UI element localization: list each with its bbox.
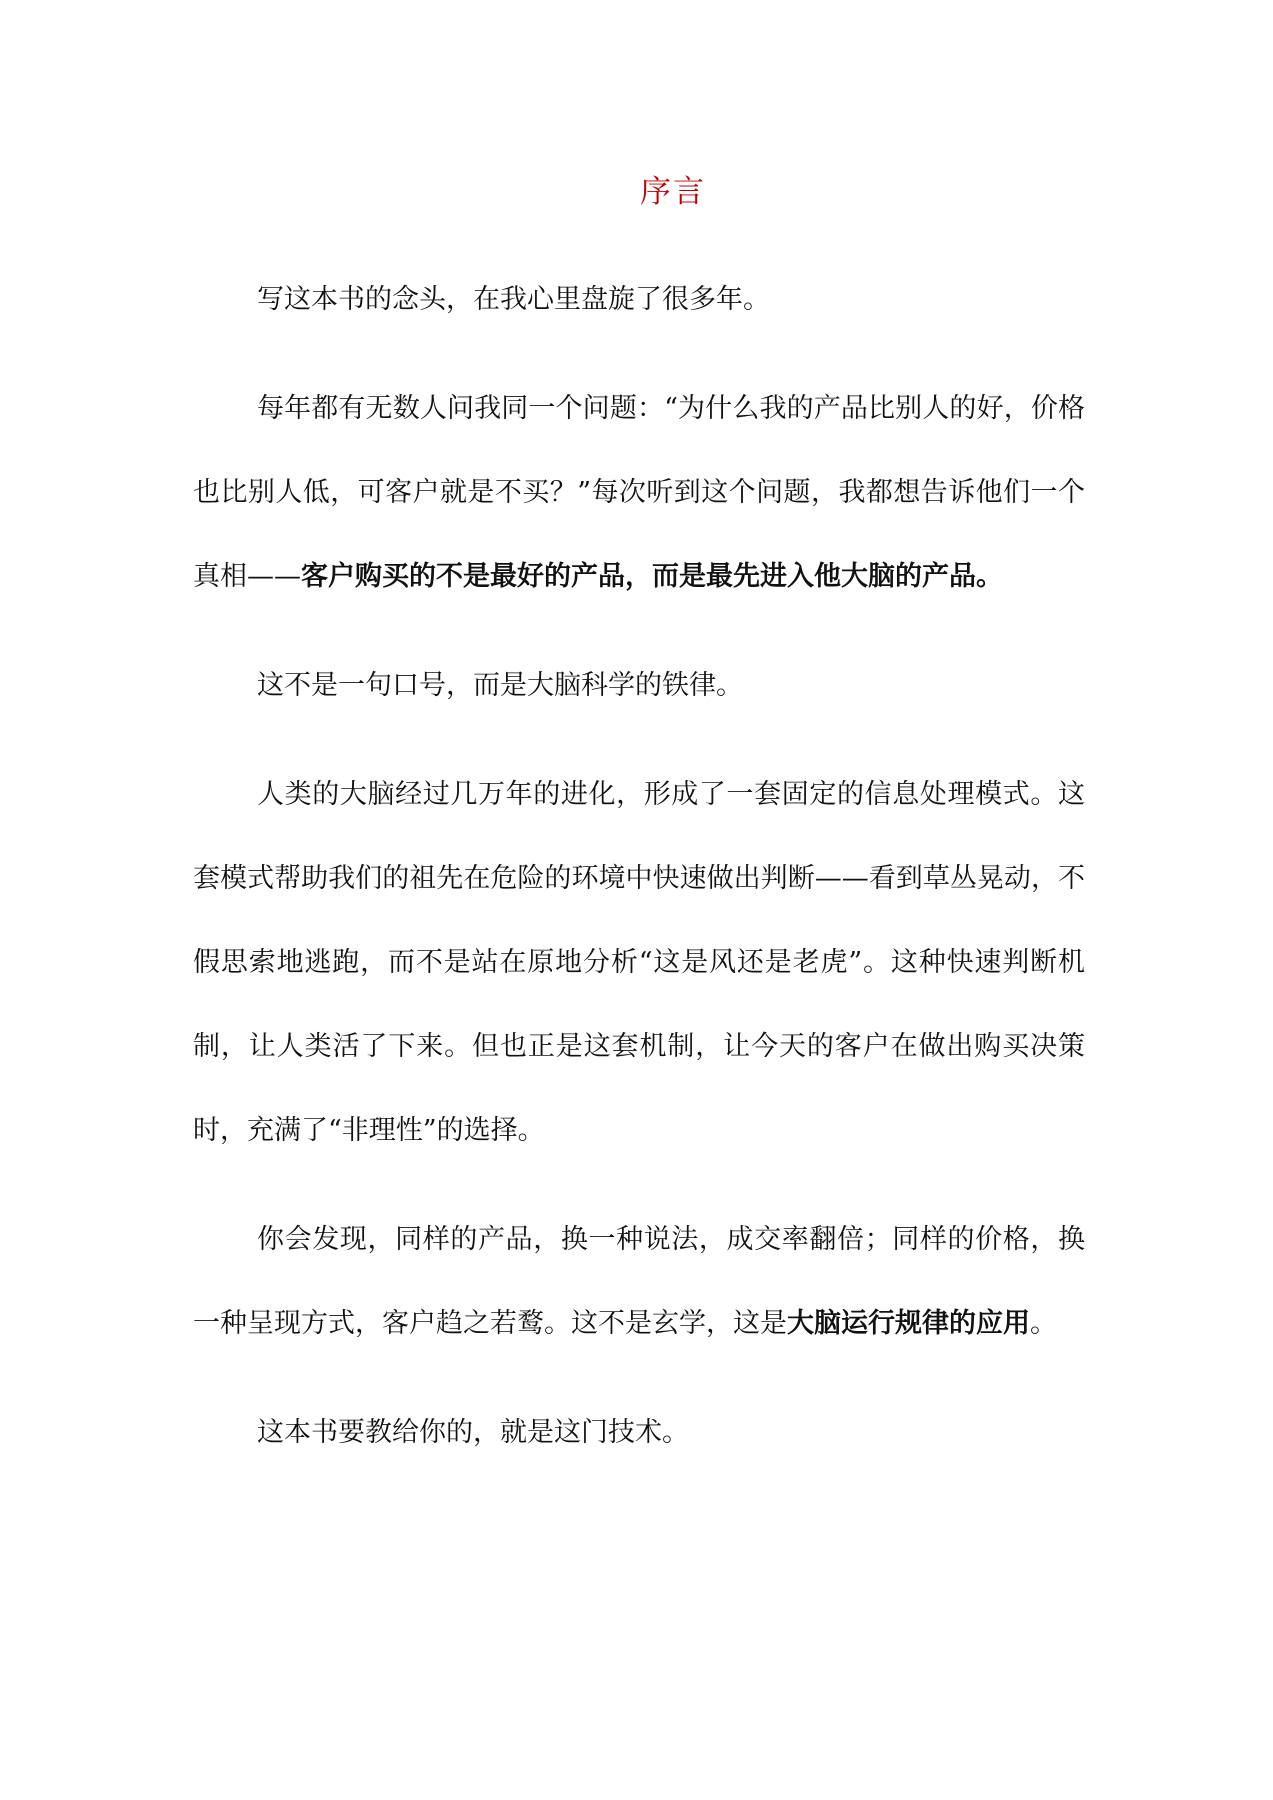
paragraph-text: 每年都有无数人问我同一个问题：“为什么我的产品比别人的好，价格也比别人低，可客户就是不买？”每次听到这个问题，我都想告诉他们一个真相——	[193, 393, 1085, 592]
paragraph-2	[193, 367, 1085, 619]
paragraph-1	[193, 258, 1085, 342]
document-body	[193, 258, 1085, 1475]
paragraph-3	[193, 644, 1085, 728]
paragraph-text: 这本书要教给你的，就是这门技术。	[257, 1417, 689, 1448]
paragraph-text: 。	[1030, 1308, 1057, 1339]
paragraph-6	[193, 1391, 1085, 1475]
paragraph-text: 写这本书的念头，在我心里盘旋了很多年。	[257, 284, 770, 315]
paragraph-text: 人类的大脑经过几万年的进化，形成了一套固定的信息处理模式。这套模式帮助我们的祖先在危险的环境中快速做出判断——看到草丛晃动，不假思索地逃跑，而不是站在原地分析“这是风还是老虎”。这种快速判断机制，让人类活了下来。但也正是这套机制，让今天的客户在做出购买决策时，充满了“非理性”的选择。	[193, 779, 1085, 1146]
paragraph-text: 这不是一句口号，而是大脑科学的铁律。	[257, 670, 743, 701]
bold-emphasis: 客户购买的不是最好的产品，而是最先进入他大脑的产品。	[301, 561, 1003, 592]
page-title: 序言	[640, 174, 706, 210]
paragraph-5	[193, 1198, 1085, 1366]
paragraph-4	[193, 753, 1085, 1173]
paragraph-text: 你会发现，同样的产品，换一种说法，成交率翻倍；同样的价格，换一种呈现方式，客户趋之若鹜。这不是玄学，这是	[193, 1224, 1085, 1339]
bold-emphasis: 大脑运行规律的应用	[787, 1308, 1030, 1339]
